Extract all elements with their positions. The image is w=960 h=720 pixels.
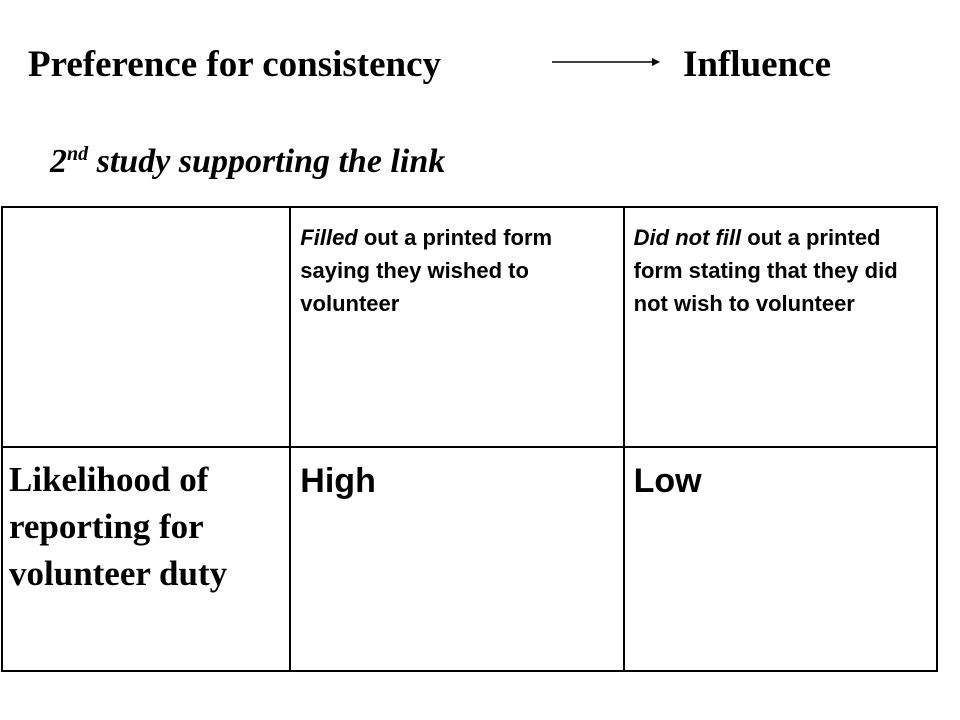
- table-cell: [290, 447, 623, 671]
- row-label: Likelihood of reporting for volunteer duty: [9, 460, 228, 593]
- column-header-emphasis: Did not fill: [633, 225, 742, 250]
- table-cell: [624, 447, 937, 671]
- study-table: [1, 206, 938, 672]
- table-row: [2, 447, 937, 671]
- table-corner-cell: [2, 207, 290, 447]
- cell-value-high: High: [300, 462, 376, 500]
- subtitle: [50, 140, 445, 188]
- column-header-text: [291, 208, 622, 320]
- cell-value-low: Low: [633, 462, 702, 500]
- column-header-filled: [290, 207, 623, 447]
- table-header-row: [2, 207, 937, 447]
- column-header-rest: out a printed form stating that they did not wish to volunteer: [633, 225, 898, 316]
- subtitle-number: 2: [50, 143, 67, 180]
- row-label-cell: [2, 447, 290, 671]
- column-header-rest: out a printed form saying they wished to volunteer: [300, 225, 553, 316]
- column-header-text: [625, 208, 936, 320]
- column-header-emphasis: Filled: [300, 225, 358, 250]
- subtitle-superscript: nd: [67, 143, 89, 165]
- heading-right: Influence: [683, 44, 831, 85]
- heading-left: Preference for consistency: [28, 44, 442, 85]
- column-header-did-not-fill: [624, 207, 937, 447]
- arrow-right-icon: [552, 56, 660, 68]
- subtitle-text: study supporting the link: [88, 143, 446, 180]
